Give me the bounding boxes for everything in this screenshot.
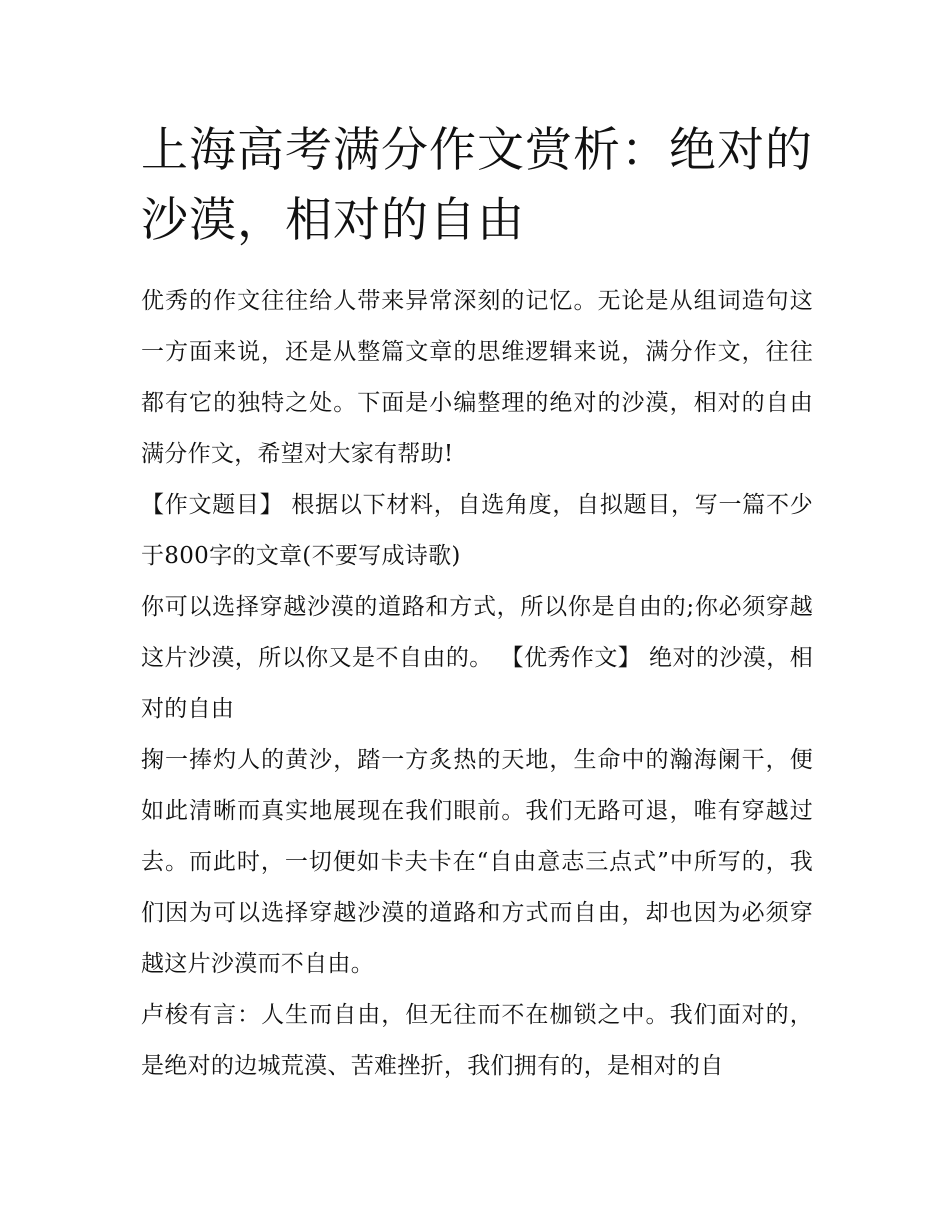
document-title: 上海高考满分作文赏析：绝对的沙漠，相对的自由 (141, 123, 813, 248)
document-body (141, 276, 813, 1092)
paragraph-intro: 优秀的作文往往给人带来异常深刻的记忆。无论是从组词造句这一方面来说，还是从整篇文章的思维逻辑来说，满分作文，往往都有它的独特之处。下面是小编整理的绝对的沙漠，相对的自由满分作文，希望对大家有帮助! (141, 288, 813, 467)
paragraph-essay-1: 掬一捧灼人的黄沙，踏一方炙热的天地，生命中的瀚海阑干，便如此清晰而真实地展现在我们眼前。我们无路可退，唯有穿越过去。而此时，一切便如卡夫卡在“自由意志三点式”中所写的，我们因为可以选择穿越沙漠的道路和方式而自由，却也因为必须穿越这片沙漠而不自由。 (141, 747, 813, 977)
paragraph-material: 你可以选择穿越沙漠的道路和方式，所以你是自由的;你必须穿越这片沙漠，所以你又是不自由的。 【优秀作文】 绝对的沙漠，相对的自由 (141, 594, 813, 722)
paragraph-essay-2: 卢梭有言：人生而自由，但无往而不在枷锁之中。我们面对的，是绝对的边城荒漠、苦难挫折，我们拥有的，是相对的自 (141, 1002, 813, 1079)
paragraph-essay-prompt: 【作文题目】 根据以下材料，自选角度，自拟题目，写一篇不少于800字的文章(不要写成诗歌) (141, 492, 813, 569)
